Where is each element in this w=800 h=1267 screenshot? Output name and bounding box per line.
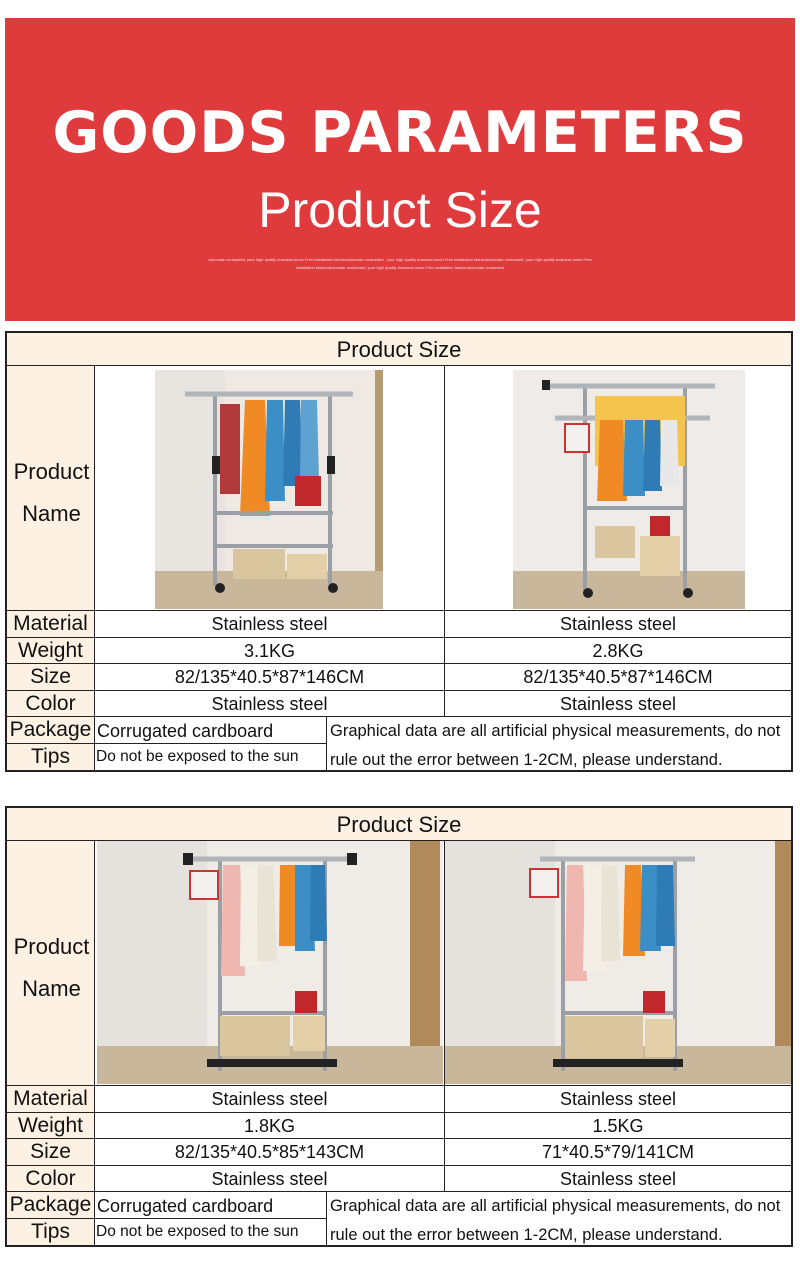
material-value-left: Stainless steel: [95, 1086, 445, 1112]
measurement-note: Graphical data are all artificial physical measurements, do not rule out the error between 1-2CM, please understand.: [330, 722, 781, 769]
size-row: [7, 664, 791, 691]
size-value-right: 82/135*40.5*87*146CM: [523, 667, 713, 687]
color-label: Color: [7, 691, 95, 717]
weight-value-left: 1.8KG: [95, 1113, 445, 1139]
color-label: Color: [7, 1166, 95, 1192]
weight-value-right: 1.5KG: [592, 1115, 644, 1136]
color-row: [7, 1166, 791, 1193]
weight-value-right: 2.8KG: [592, 640, 644, 661]
color-value-left: Stainless steel: [95, 691, 445, 717]
product-name-label-line1: Product: [13, 459, 90, 484]
weight-label: Weight: [7, 638, 95, 664]
material-label: Material: [7, 611, 95, 637]
size-value-left: 82/135*40.5*85*143CM: [95, 1139, 445, 1165]
product-name-label-line2: Name: [22, 976, 81, 1001]
color-value-right: Stainless steel: [559, 1168, 677, 1189]
color-value-right: Stainless steel: [559, 693, 677, 714]
weight-row: [7, 1113, 791, 1140]
material-row: [7, 611, 791, 638]
material-value-right: Stainless steel: [559, 614, 677, 634]
weight-row: [7, 638, 791, 665]
weight-value-left: 3.1KG: [95, 638, 445, 664]
size-value-left: 82/135*40.5*87*146CM: [95, 664, 445, 690]
color-value-left: Stainless steel: [95, 1166, 445, 1192]
product-size-table-1: [5, 331, 793, 772]
package-label: Package: [7, 1192, 95, 1219]
product-name-label-line1: Product: [13, 934, 90, 959]
material-label: Material: [7, 1086, 95, 1112]
package-tips-block: [7, 1192, 791, 1245]
product-name-label-cell: [7, 366, 95, 611]
size-label: Size: [7, 1139, 95, 1165]
package-tips-block: [7, 717, 791, 770]
size-row: [7, 1139, 791, 1166]
product-image-double-bar-rack: [445, 366, 791, 611]
product-image-double-rack-shelf: [95, 366, 445, 611]
banner-title: GOODS PARAMETERS: [52, 100, 748, 166]
banner-subtitle: Product Size: [258, 182, 542, 238]
measurement-note: Graphical data are all artificial physical measurements, do not rule out the error between 1-2CM, please understand.: [330, 1197, 781, 1244]
package-value: Corrugated cardboard: [95, 717, 327, 744]
size-value-right: 71*40.5*79/141CM: [541, 1142, 695, 1162]
product-image-single-bar-rack-large: [95, 841, 445, 1086]
product-name-label-cell: [7, 841, 95, 1086]
banner-fine-print: Advocate contracted, your high quality business lunch.Free installation fashionAdvocate contracted , your high quality business lunch.Free installation fashionAdvocate contracted, your high quality business lunch.Free installation fashionAdvocate contracted, your high quality business lunch.Free installation fashionAdvocate contracted: [208, 257, 592, 270]
product-size-table-2: [5, 806, 793, 1247]
material-row: [7, 1086, 791, 1113]
tips-value: Do not be exposed to the sun: [95, 1219, 327, 1246]
package-value: Corrugated cardboard: [95, 1192, 327, 1219]
tips-value: Do not be exposed to the sun: [95, 744, 327, 771]
weight-label: Weight: [7, 1113, 95, 1139]
tips-label: Tips: [7, 1219, 95, 1246]
package-label: Package: [7, 717, 95, 744]
table-header: Product Size: [7, 808, 791, 841]
tips-label: Tips: [7, 744, 95, 771]
product-image-single-bar-rack-small: [445, 841, 791, 1086]
material-value-right: Stainless steel: [559, 1089, 677, 1109]
goods-parameters-banner: [5, 18, 795, 321]
material-value-left: Stainless steel: [95, 611, 445, 637]
product-name-label-line2: Name: [22, 501, 81, 526]
size-label: Size: [7, 664, 95, 690]
color-row: [7, 691, 791, 718]
table-header: Product Size: [7, 333, 791, 366]
